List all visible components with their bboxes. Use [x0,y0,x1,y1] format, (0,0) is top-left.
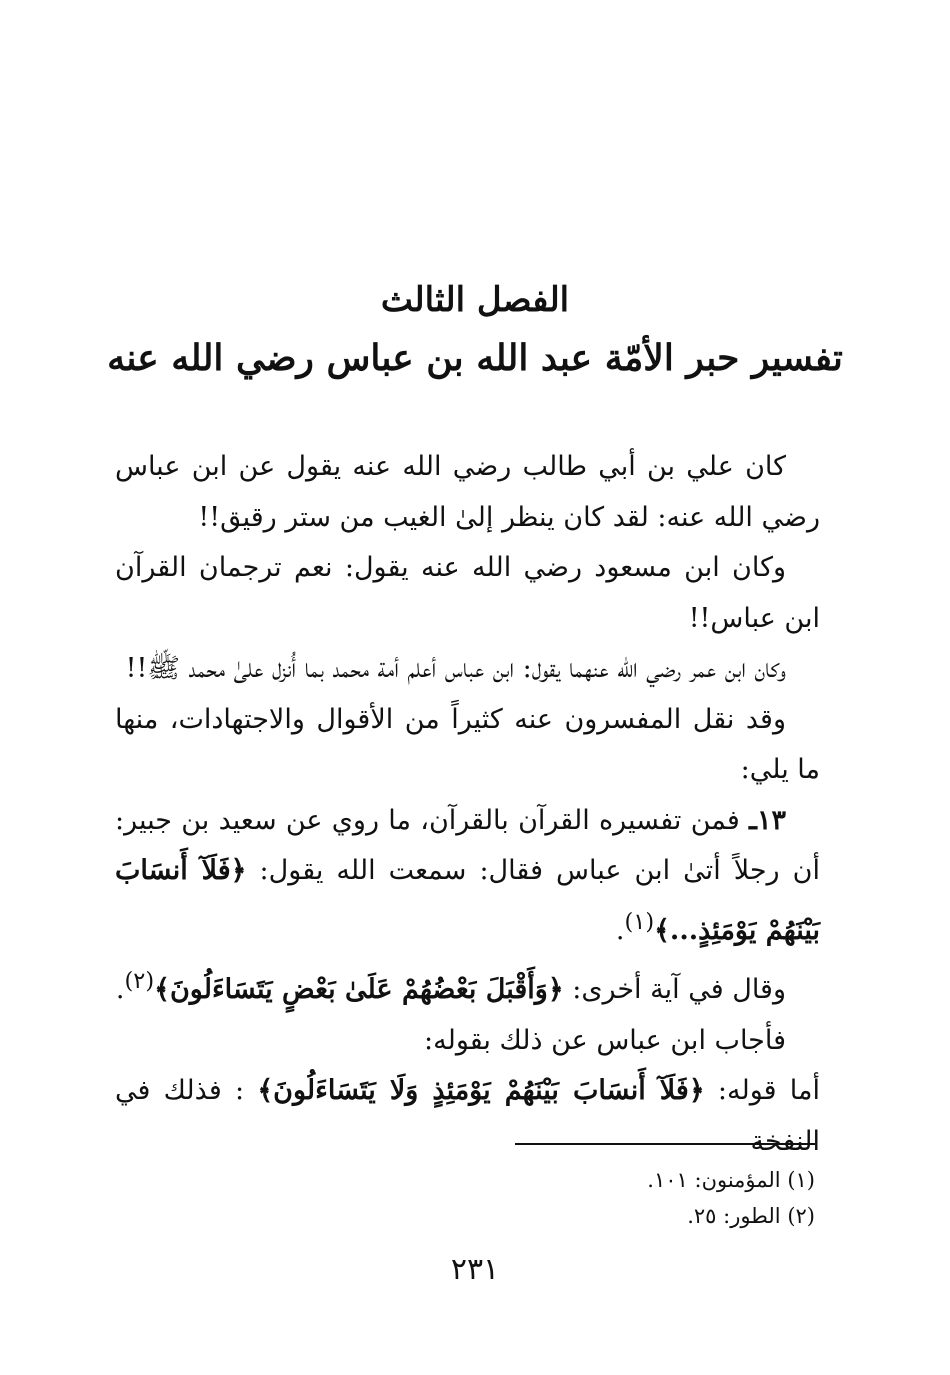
punctuation: . [615,914,625,946]
footnote-1: (١) المؤمنون: ١٠١. [647,1168,815,1192]
paragraph-ali: كان علي بن أبي طالب رضي الله عنه يقول عن ابن عباس رضي الله عنه: لقد كان ينظر إلىٰ الغيب من ستر رقيق!! [115,451,820,533]
paragraph-ibn-umar: وكان ابن عمر رضي الله عنهما يقول: ابن عباس أعلم أمة محمد بما أُنزل علىٰ محمد ﷺ!! [125,653,786,684]
last-line-intro: أما قوله: [717,1075,820,1106]
other-verse-intro: وقال في آية أخرى: [572,974,786,1005]
item-13-text: فمن تفسيره القرآن بالقرآن، ما روي عن سعيد بن جبير: أن رجلاً أتىٰ ابن عباس فقال: سمعت الله يقول: [115,804,820,886]
item-number: ١٣ـ [749,804,786,836]
chapter-label: الفصل الثالث [380,280,570,320]
quran-quote: ﴿فَلَآ أَنسَابَ بَيْنَهُمْ يَوْمَئِذٍ وَلَا يَتَسَاءَلُونَ﴾ [257,1075,705,1106]
footnote-2: (٢) الطور: ٢٥. [687,1204,815,1228]
footnote-divider [515,1143,815,1145]
footnotes [480,1162,815,1234]
last-line-rest: : فذلك في النفخة [115,1075,820,1157]
footnote-ref: (٢) [124,968,155,994]
body-text [115,442,820,1167]
last-line [115,1066,820,1167]
quran-quote: ﴿فَلَآ أَنسَابَ بَيْنَهُمْ يَوْمَئِذٍ...﴾ [115,855,820,946]
item-13 [115,796,820,957]
quran-quote: ﴿وَأَقْبَلَ بَعْضُهُمْ عَلَىٰ بَعْضٍ يَتَسَاءَلُونَ﴾ [154,974,564,1005]
punctuation: . [115,974,125,1005]
paragraph-ibn-masud: وكان ابن مسعود رضي الله عنه يقول: نعم ترجمان القرآن ابن عباس!! [115,552,820,634]
other-verse [115,956,820,1016]
page-number: ٢٣١ [450,1252,500,1287]
answer-intro: فأجاب ابن عباس عن ذلك بقوله: [424,1024,786,1056]
footnote-ref: (١) [624,908,655,935]
paragraph-mufassirun: وقد نقل المفسرون عنه كثيراً من الأقوال والاجتهادات، منها ما يلي: [115,703,820,785]
chapter-title: تفسير حبر الأمّة عبد الله بن عباس رضي الله عنه [107,337,843,379]
